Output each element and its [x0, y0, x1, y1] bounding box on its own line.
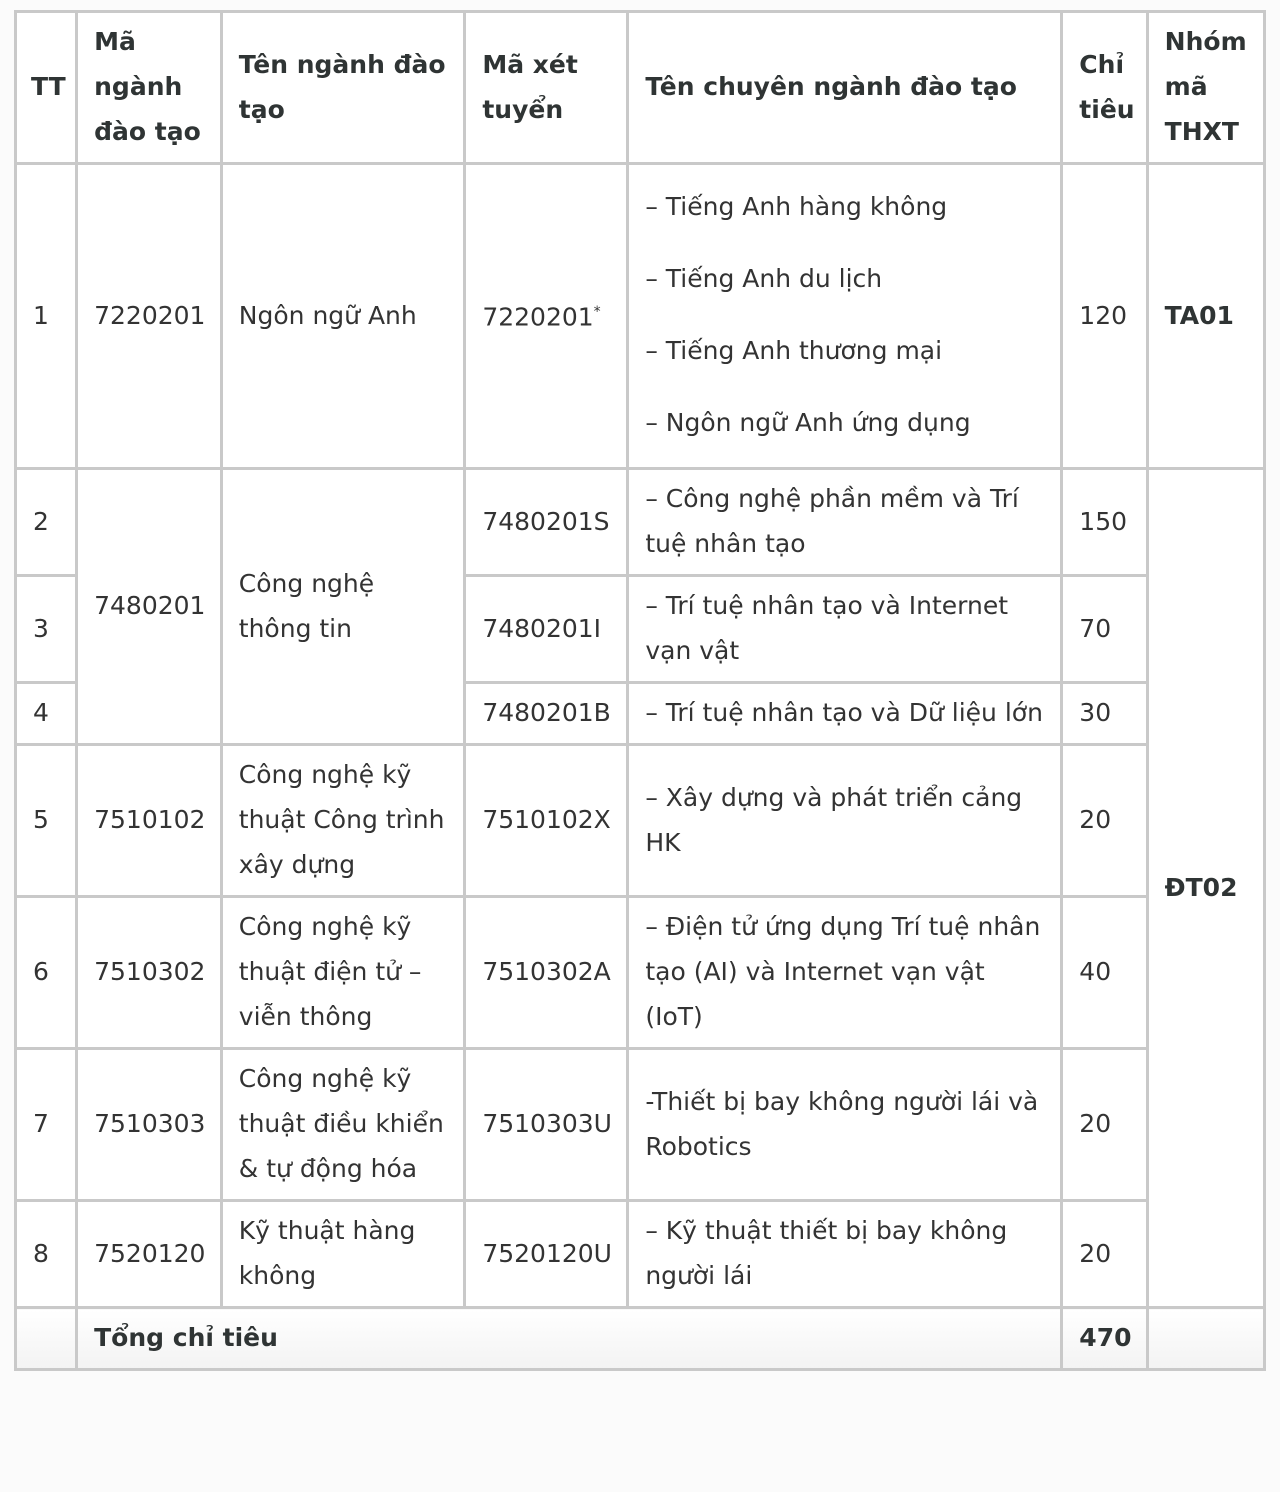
cell-tt: 2	[16, 469, 77, 576]
footnote-mark: *	[593, 304, 601, 321]
table-row	[16, 897, 1265, 1049]
cell-specialization: – Xây dựng và phát triển cảng HK	[628, 745, 1062, 897]
header-specialization: Tên chuyên ngành đào tạo	[628, 12, 1062, 164]
specialization-item: – Tiếng Anh hàng không	[645, 192, 948, 221]
cell-tt: 7	[16, 1049, 77, 1201]
cell-specialization: – Kỹ thuật thiết bị bay không người lái	[628, 1201, 1062, 1308]
table-row	[16, 164, 1265, 469]
total-row	[16, 1308, 1265, 1370]
cell-major-name: Ngôn ngữ Anh	[221, 164, 465, 469]
cell-specialization: – Điện tử ứng dụng Trí tuệ nhân tạo (AI) và Internet vạn vật (IoT)	[628, 897, 1062, 1049]
admission-quota-table	[14, 10, 1266, 1371]
cell-admission-code: 7480201B	[465, 683, 628, 745]
total-label: Tổng chỉ tiêu	[77, 1308, 1062, 1370]
cell-tt: 8	[16, 1201, 77, 1308]
cell-empty	[1147, 1308, 1264, 1370]
cell-quota: 120	[1062, 164, 1147, 469]
cell-admission-code: 7510102X	[465, 745, 628, 897]
cell-major-code: 7510102	[77, 745, 222, 897]
cell-major-code: 7510302	[77, 897, 222, 1049]
cell-tt: 1	[16, 164, 77, 469]
cell-empty	[16, 1308, 77, 1370]
cell-major-name: Công nghệ thông tin	[221, 469, 465, 745]
cell-major-code: 7510303	[77, 1049, 222, 1201]
cell-specialization: – Trí tuệ nhân tạo và Internet vạn vật	[628, 576, 1062, 683]
cell-quota: 150	[1062, 469, 1147, 576]
table-row	[16, 745, 1265, 897]
cell-major-code: 7220201	[77, 164, 222, 469]
cell-quota: 20	[1062, 1201, 1147, 1308]
cell-admission-code: 7480201I	[465, 576, 628, 683]
cell-tt: 3	[16, 576, 77, 683]
cell-major-code: 7520120	[77, 1201, 222, 1308]
cell-specializations	[628, 164, 1062, 469]
cell-admission-code: 7510303U	[465, 1049, 628, 1201]
header-major-name: Tên ngành đào tạo	[221, 12, 465, 164]
specialization-item: – Ngôn ngữ Anh ứng dụng	[645, 408, 971, 437]
cell-specialization: – Công nghệ phần mềm và Trí tuệ nhân tạo	[628, 469, 1062, 576]
cell-quota: 20	[1062, 1049, 1147, 1201]
cell-quota: 40	[1062, 897, 1147, 1049]
table-row	[16, 1201, 1265, 1308]
header-row	[16, 12, 1265, 164]
cell-specialization: -Thiết bị bay không người lái và Robotics	[628, 1049, 1062, 1201]
header-major-code: Mã ngành đào tạo	[77, 12, 222, 164]
total-value: 470	[1062, 1308, 1147, 1370]
header-admission-code: Mã xét tuyển	[465, 12, 628, 164]
cell-quota: 70	[1062, 576, 1147, 683]
cell-tt: 6	[16, 897, 77, 1049]
specialization-item: – Tiếng Anh du lịch	[645, 264, 883, 293]
cell-major-name: Công nghệ kỹ thuật Công trình xây dựng	[221, 745, 465, 897]
specialization-item: – Tiếng Anh thương mại	[645, 336, 943, 365]
cell-quota: 20	[1062, 745, 1147, 897]
cell-major-name: Công nghệ kỹ thuật điều khiển & tự động hóa	[221, 1049, 465, 1201]
cell-admission-code: 7520120U	[465, 1201, 628, 1308]
cell-admission-code: 7510302A	[465, 897, 628, 1049]
cell-major-code: 7480201	[77, 469, 222, 745]
table-row	[16, 469, 1265, 576]
cell-major-name: Công nghệ kỹ thuật điện tử – viễn thông	[221, 897, 465, 1049]
cell-admission-code: 7220201*	[465, 164, 628, 469]
cell-group: TA01	[1147, 164, 1264, 469]
cell-tt: 4	[16, 683, 77, 745]
cell-tt: 5	[16, 745, 77, 897]
cell-quota: 30	[1062, 683, 1147, 745]
cell-admission-code: 7480201S	[465, 469, 628, 576]
table-row	[16, 1049, 1265, 1201]
cell-group: ĐT02	[1147, 469, 1264, 1308]
header-tt: TT	[16, 12, 77, 164]
cell-specialization: – Trí tuệ nhân tạo và Dữ liệu lớn	[628, 683, 1062, 745]
cell-major-name: Kỹ thuật hàng không	[221, 1201, 465, 1308]
header-quota: Chỉ tiêu	[1062, 12, 1147, 164]
header-group: Nhóm mã THXT	[1147, 12, 1264, 164]
